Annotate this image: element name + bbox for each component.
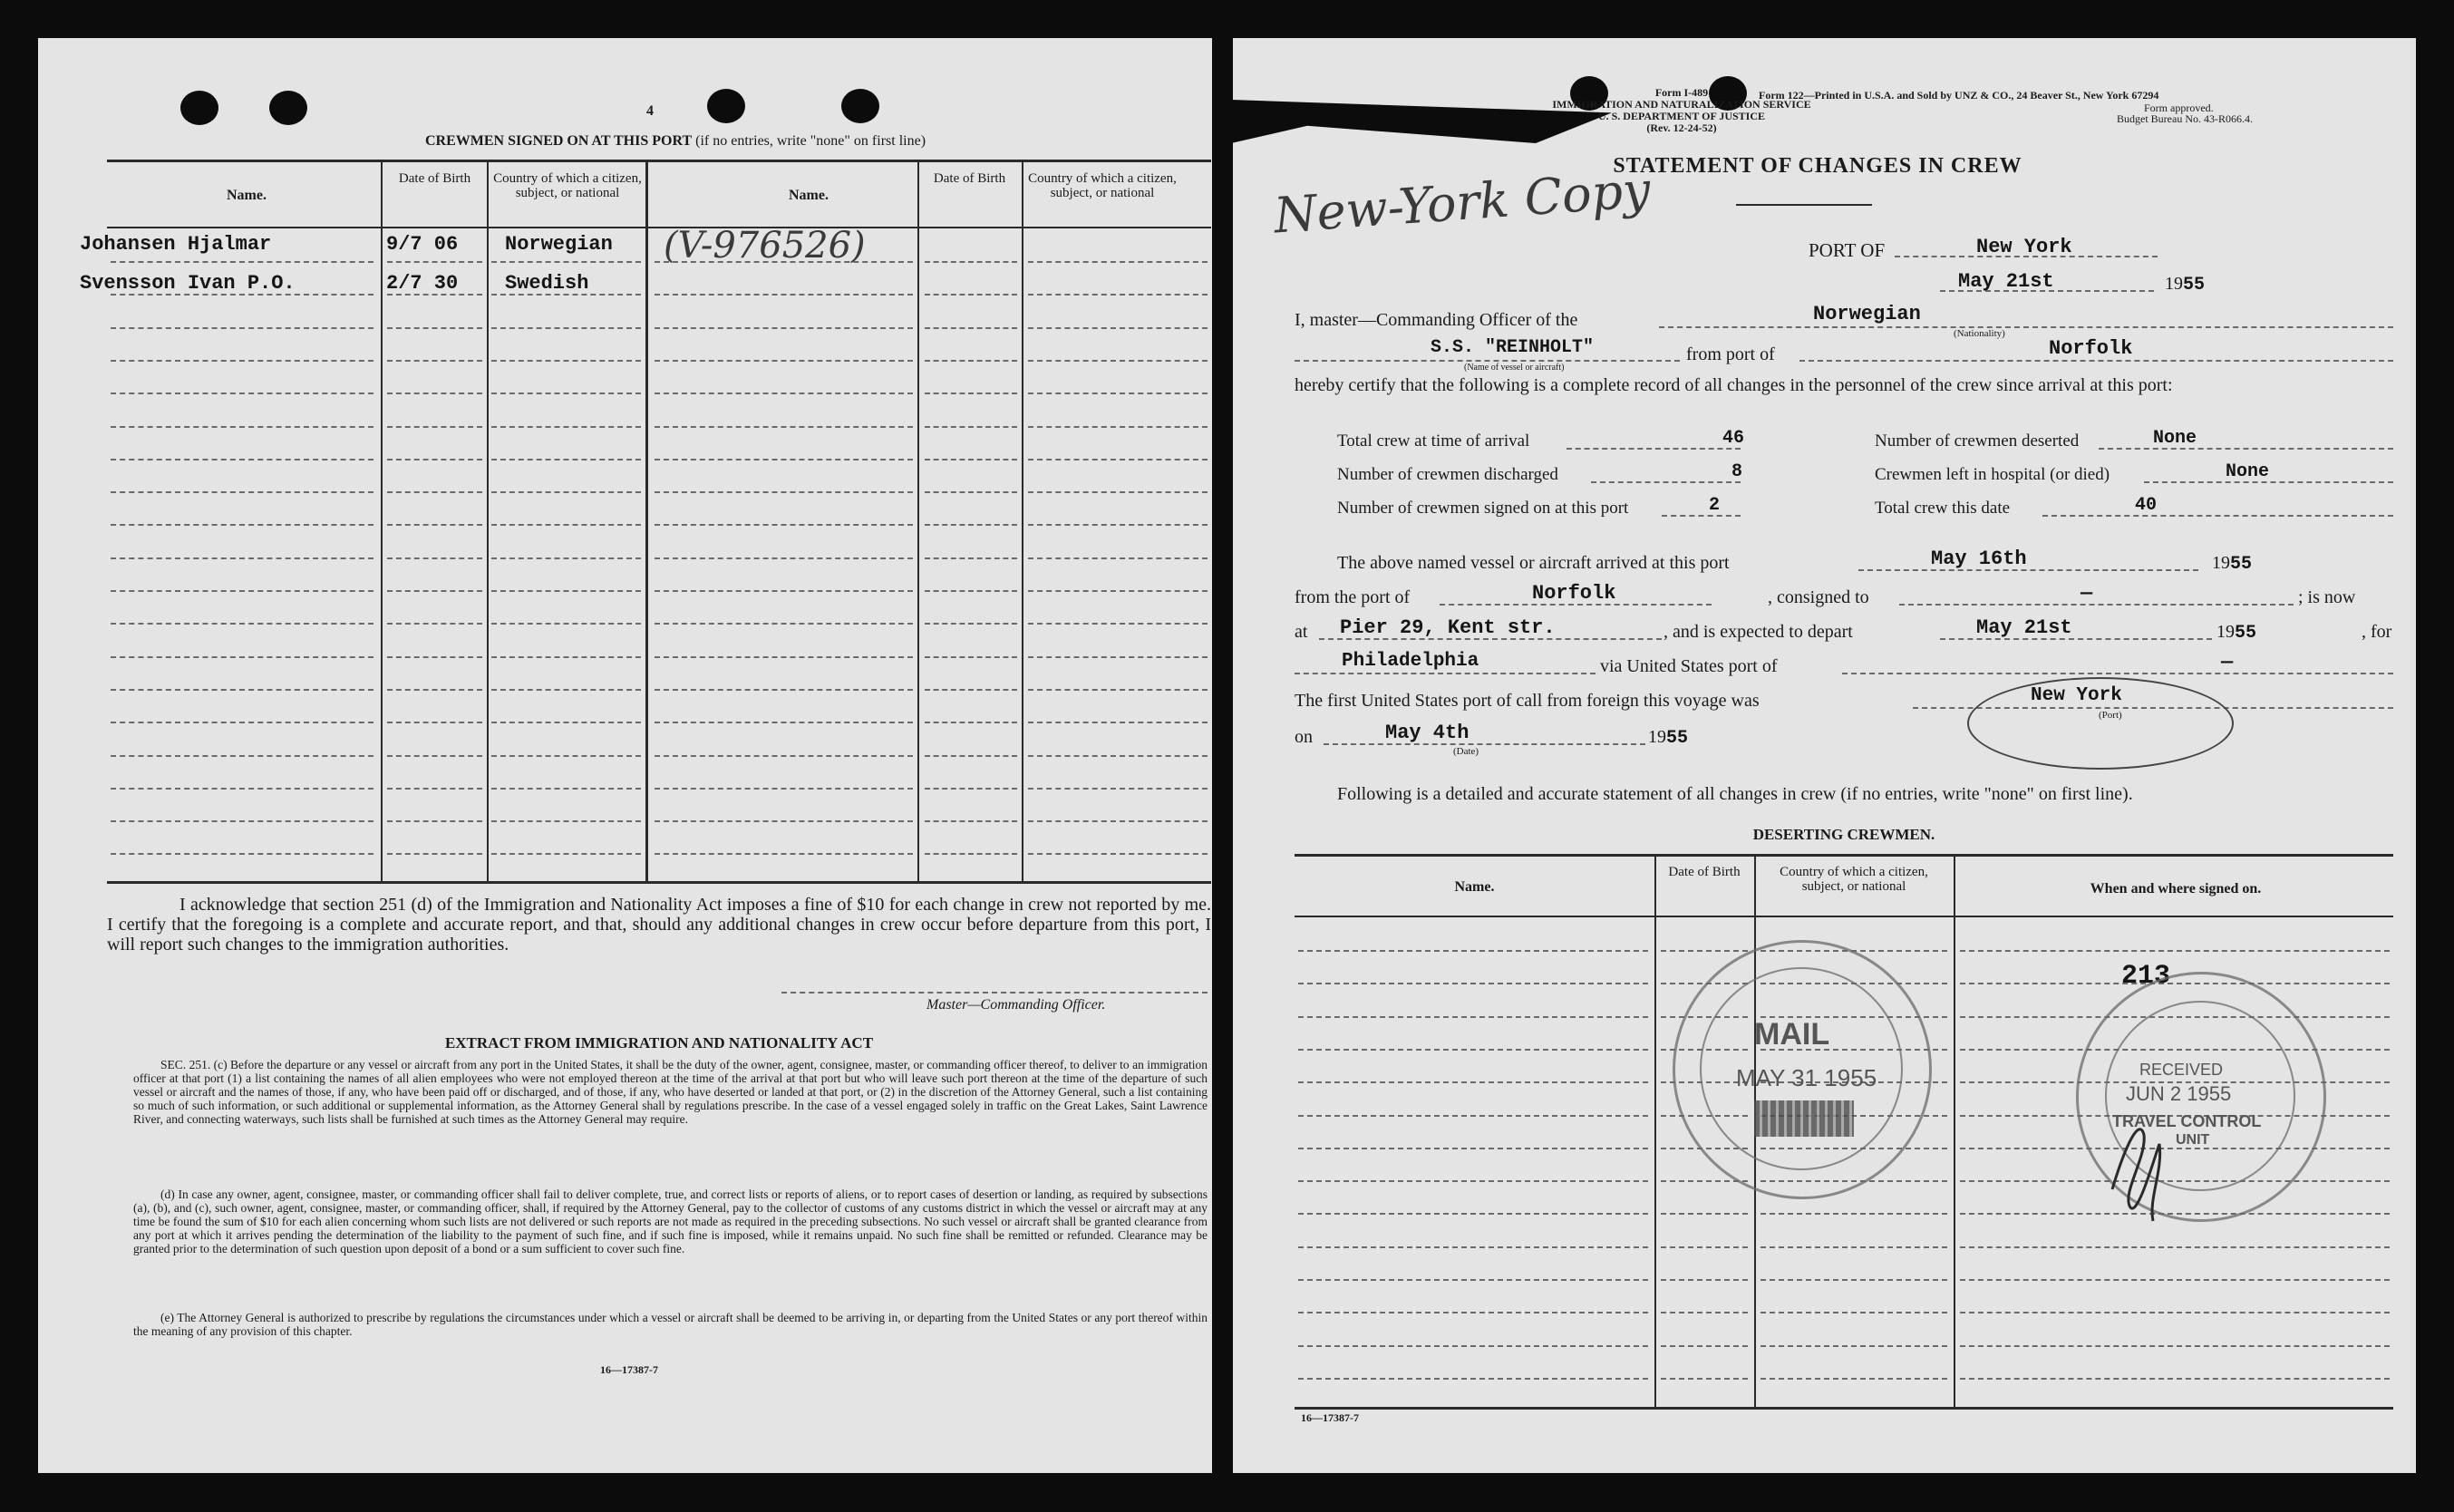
table-row-line <box>1298 1312 1648 1313</box>
extract-section-e: (e) The Attorney General is authorized to prescribe by regulations the circumstances under which a vessel or aircraft shall be deemed to be arriving in, or departing from the United States or any port thereof within the meaning of any provision of this chapter. <box>133 1311 1208 1338</box>
punch-hole <box>841 89 879 123</box>
handwritten-copy-note: New-York Copy <box>1272 160 1653 245</box>
table-row-line <box>1960 950 2390 952</box>
printer-code: 67294 <box>2131 89 2159 102</box>
table-row-line <box>925 656 1017 658</box>
table-row-line <box>1028 327 1208 329</box>
mail-stamp-smudge <box>1754 1100 1854 1137</box>
table-row-line <box>491 491 641 493</box>
table-row-line <box>1760 1378 1947 1380</box>
depart-date-value: May 21st <box>1976 616 2072 639</box>
first-port-label: The first United States port of call from foreign this voyage was <box>1295 691 1760 711</box>
form-code: 16—17387-7 <box>1301 1411 1359 1424</box>
crew-name: Svensson Ivan P.O. <box>80 272 296 295</box>
printer-line <box>1759 89 2393 102</box>
table-row-line <box>1028 623 1208 625</box>
table-row-line <box>491 590 641 592</box>
table-row-line <box>111 722 373 723</box>
table-row-line <box>925 360 1017 362</box>
table-row-line <box>655 656 913 658</box>
signed-on-line <box>1662 515 1741 517</box>
received-stamp-unit: UNIT <box>2176 1132 2210 1148</box>
agency-name: IMMIGRATION AND NATURALIZATION SERVICE <box>1552 98 1811 111</box>
table-row-line <box>1661 1378 1748 1380</box>
desert-col-name: Name. <box>1454 879 1495 895</box>
table-row-line <box>111 557 373 559</box>
table-row-line <box>387 656 482 658</box>
year-value: 55 <box>2235 623 2257 644</box>
table-row-line <box>387 524 482 526</box>
table-row-line <box>1661 1246 1748 1248</box>
table-bottom-rule <box>107 881 1211 884</box>
section-title: CREWMEN SIGNED ON AT THIS PORT <box>424 133 693 149</box>
location-value: Pier 29, Kent str. <box>1340 616 1556 639</box>
table-row-line <box>925 689 1017 691</box>
table-row-line <box>925 393 1017 394</box>
table-row-line <box>387 557 482 559</box>
col-header-dob: Date of Birth <box>398 171 471 186</box>
form-number: Form I-489 <box>1654 86 1709 99</box>
from-port-label: from port of <box>1686 344 1775 364</box>
depart-label: , and is expected to depart <box>1663 622 1853 642</box>
table-row-line <box>655 459 913 460</box>
table-row-line <box>925 623 1017 625</box>
discharged-value: 8 <box>1731 461 1743 482</box>
desert-col-country: Country of which a citizen, subject, or national <box>1780 865 1928 894</box>
table-row-line <box>111 426 373 428</box>
desert-table-header-rule <box>1295 916 2393 917</box>
table-row-line <box>387 459 482 460</box>
col-header-name: Name. <box>789 188 829 203</box>
table-row-line <box>655 557 913 559</box>
arrival-year <box>2212 553 2252 575</box>
table-row-line <box>387 788 482 790</box>
port-caption: (Port) <box>2099 710 2122 721</box>
port-value: New York <box>1976 236 2072 258</box>
table-row-line <box>1028 656 1208 658</box>
budget-bureau: Budget Bureau No. 43-R066.4. <box>2117 112 2253 125</box>
printer-text: Form 122—Printed in U.S.A. and Sold by UNZ & CO., 24 Beaver St., New York <box>1759 89 2129 102</box>
column-divider <box>487 160 489 881</box>
table-row-line <box>1298 1213 1648 1215</box>
consigned-label: , consigned to <box>1768 587 1869 607</box>
table-row-line <box>1298 1081 1648 1083</box>
table-row-line <box>1661 950 1748 952</box>
table-row-line <box>1028 294 1208 296</box>
table-row-line <box>111 491 373 493</box>
col-header-country: Country of which a citizen, subject, or national <box>493 171 642 200</box>
table-row-line <box>1760 1312 1947 1313</box>
table-row-line <box>387 590 482 592</box>
received-stamp-office: TRAVEL CONTROL <box>2112 1112 2262 1130</box>
table-row-line <box>1661 1345 1748 1347</box>
stamped-number: 213 <box>2121 961 2171 992</box>
table-row-line <box>491 853 641 855</box>
table-row-line <box>925 788 1017 790</box>
table-row-line <box>1298 950 1648 952</box>
table-row-line <box>111 755 373 757</box>
table-row-line <box>387 360 482 362</box>
hospital-label: Crewmen left in hospital (or died) <box>1875 465 2110 484</box>
arrival-date-line <box>1858 569 2198 571</box>
table-row-line <box>1298 1246 1648 1248</box>
table-row-line <box>925 426 1017 428</box>
from-port-line <box>1799 360 2393 362</box>
total-arrival-line <box>1566 448 1741 450</box>
deserted-line <box>2099 448 2393 450</box>
page-number: 4 <box>646 103 654 119</box>
col-header-country: Country of which a citizen, subject, or national <box>1028 171 1177 200</box>
column-divider <box>1022 160 1023 881</box>
table-row-line <box>925 755 1017 757</box>
from-the-port-label: from the port of <box>1295 587 1411 607</box>
depart-year <box>2216 622 2256 644</box>
table-header-rule <box>107 227 1211 228</box>
table-row-line <box>1028 557 1208 559</box>
initials-signature <box>2103 1108 2176 1226</box>
column-divider <box>645 160 648 881</box>
table-row-line <box>111 689 373 691</box>
table-row-line <box>655 294 913 296</box>
is-now-label: ; is now <box>2298 587 2356 607</box>
on-label: on <box>1295 727 1313 747</box>
table-row-line <box>1298 1049 1648 1051</box>
hospital-value: None <box>2226 461 2270 482</box>
mail-stamp-text: MAIL <box>1754 1017 1830 1052</box>
column-divider <box>1954 854 1955 1407</box>
following-text: Following is a detailed and accurate statement of all changes in crew (if no entries, write "none" on first line). <box>1337 784 2133 804</box>
table-row-line <box>111 590 373 592</box>
table-row-line <box>111 853 373 855</box>
date-caption: (Date) <box>1453 746 1479 757</box>
year-prefix: 19 <box>2216 622 2235 642</box>
table-row-line <box>925 327 1017 329</box>
consigned-line <box>1899 604 2294 606</box>
table-row-line <box>925 459 1017 460</box>
table-row-line <box>1298 1345 1648 1347</box>
arrival-text: The above named vessel or aircraft arrived at this port <box>1337 553 1730 573</box>
table-row-line <box>491 689 641 691</box>
table-row-line <box>925 590 1017 592</box>
table-row-line <box>1298 1378 1648 1380</box>
table-row-line <box>1028 459 1208 460</box>
nationality-value: Norwegian <box>1813 303 1921 325</box>
table-row-line <box>491 820 641 822</box>
table-row-line <box>1028 491 1208 493</box>
deserted-label: Number of crewmen deserted <box>1875 431 2080 451</box>
nationality-line <box>1659 326 2393 328</box>
first-year <box>1648 727 1688 749</box>
column-divider <box>381 160 383 881</box>
mail-stamp-date: MAY 31 1955 <box>1736 1064 1877 1091</box>
table-row-line <box>491 656 641 658</box>
table-row-line <box>387 820 482 822</box>
table-row-line <box>655 755 913 757</box>
from-the-port-value: Norfolk <box>1532 582 1616 605</box>
table-row-line <box>1028 853 1208 855</box>
vessel-line <box>1295 360 1680 362</box>
col-header-name: Name. <box>227 188 267 203</box>
table-row-line <box>491 261 641 263</box>
table-row-line <box>1960 1345 2390 1347</box>
punch-hole <box>180 91 218 125</box>
table-row-line <box>655 327 913 329</box>
total-arrival-label: Total crew at time of arrival <box>1337 431 1530 451</box>
table-row-line <box>1960 1279 2390 1281</box>
table-row-line <box>491 788 641 790</box>
via-value: — <box>2221 651 2234 674</box>
table-row-line <box>925 557 1017 559</box>
desert-col-where: When and where signed on. <box>2090 881 2262 897</box>
title-underline <box>1736 204 1872 206</box>
total-today-label: Total crew this date <box>1875 499 2011 518</box>
table-row-line <box>111 327 373 329</box>
extract-section-d: (d) In case any owner, agent, consignee, master, or commanding officer shall fail to deliver complete, true, and correct lists or reports of aliens, or to report cases of desertion or landing, as required by subsections (a), (b), and (c), such owner, agent, consignee, master, or commanding officer, shall, if required by the Attorney General, pay to the collector of customs of any customs district in which the vessel or aircraft may at any time be found the sum of $10 for each alien concerning whom such lists are not delivered or such reports are not made as required in the preceding subsections. No such vessel or aircraft shall be granted clearance from any port at which it arrives pending the determination of the liability to the payment of such fine, and if such fine is imposed, while it remains unpaid. No such fine shall be remitted or refunded. Clearance may be granted prior to the determination of such question upon deposit of a bond or a sum sufficient to cover such fine. <box>133 1187 1208 1255</box>
table-row-line <box>387 853 482 855</box>
table-row-line <box>491 623 641 625</box>
table-row-line <box>387 393 482 394</box>
table-row-line <box>655 393 913 394</box>
table-row-line <box>1298 983 1648 984</box>
table-row-line <box>491 360 641 362</box>
destination-value: Philadelphia <box>1342 651 1479 672</box>
table-row-line <box>925 524 1017 526</box>
first-date-line <box>1324 743 1645 745</box>
table-row-line <box>1760 1345 1947 1347</box>
section-heading <box>281 133 1070 150</box>
from-port-value: Norfolk <box>2049 337 2133 360</box>
table-row-line <box>111 524 373 526</box>
table-row-line <box>1960 1378 2390 1380</box>
table-row-line <box>491 755 641 757</box>
crew-country: Norwegian <box>505 233 613 256</box>
received-stamp-date: JUN 2 1955 <box>2126 1082 2232 1105</box>
table-row-line <box>111 393 373 394</box>
table-row-line <box>925 853 1017 855</box>
first-port-value: New York <box>2031 685 2122 706</box>
arrival-date-value: May 16th <box>1931 548 2027 570</box>
table-row-line <box>387 722 482 723</box>
table-row-line <box>1028 820 1208 822</box>
table-row-line <box>1028 393 1208 394</box>
table-row-line <box>655 491 913 493</box>
table-row-line <box>1960 1246 2390 1248</box>
table-row-line <box>1298 1016 1648 1018</box>
via-label: via United States port of <box>1600 656 1778 676</box>
table-row-line <box>111 820 373 822</box>
table-row-line <box>655 623 913 625</box>
year-value: 55 <box>2230 554 2253 575</box>
table-row-line <box>1661 1312 1748 1313</box>
deserting-title: DESERTING CREWMEN. <box>1752 826 1935 843</box>
table-row-line <box>925 261 1017 263</box>
year-prefix: 19 <box>1648 727 1666 747</box>
table-row-line <box>655 426 913 428</box>
table-row-line <box>1028 755 1208 757</box>
crew-name: Johansen Hjalmar <box>80 233 272 256</box>
table-row-line <box>1298 1279 1648 1281</box>
date-value: May 21st <box>1958 270 2054 293</box>
table-row-line <box>111 788 373 790</box>
signature-line <box>781 992 1208 993</box>
table-row-line <box>111 656 373 658</box>
circled-port-mark <box>1967 677 2234 770</box>
col-header-dob: Date of Birth <box>933 171 1006 186</box>
table-row-line <box>925 294 1017 296</box>
table-row-line <box>1760 1246 1947 1248</box>
date-year <box>2165 274 2205 296</box>
nationality-caption: (Nationality) <box>1954 328 2005 339</box>
table-row-line <box>491 557 641 559</box>
handwritten-number: (V-976526) <box>664 225 866 267</box>
crew-dob: 2/7 30 <box>386 272 459 295</box>
first-date-value: May 4th <box>1385 722 1469 744</box>
table-row-line <box>655 524 913 526</box>
table-row-line <box>925 820 1017 822</box>
vessel-caption: (Name of vessel or aircraft) <box>1464 363 1565 373</box>
table-row-line <box>491 459 641 460</box>
table-row-line <box>655 788 913 790</box>
table-row-line <box>491 524 641 526</box>
table-row-line <box>1028 590 1208 592</box>
for-label: , for <box>2362 622 2392 642</box>
received-stamp-text: RECEIVED <box>2139 1061 2224 1079</box>
via-line <box>1842 673 2393 674</box>
revision-date: (Rev. 12-24-52) <box>1646 121 1717 134</box>
extract-section-c: SEC. 251. (c) Before the departure or any vessel or aircraft from any port in the United States, it shall be the duty of the owner, agent, consignee, master, or commanding officer thereof, to deliver to an immigration officer at that port (1) a list containing the names of all alien employees who were not employed thereon at the time of the arrival at that port but who will leave such port thereon at the time of the departure of such vessel or aircraft and the names of those, if any, who have been paid off or discharged, and of those, if any, who have deserted or landed at that port, or (2) in the discretion of the Attorney General, such a list containing so much of such information, or such additional or supplemental information, as the Attorney General shall by regulations prescribe. In the case of a vessel engaged solely in traffic on the Great Lakes, Saint Lawrence River, and connecting waterways, such lists shall be furnished at such times as the Attorney General may require. <box>133 1058 1208 1126</box>
table-row-line <box>925 722 1017 723</box>
table-row-line <box>387 426 482 428</box>
table-row-line <box>491 327 641 329</box>
table-row-line <box>111 459 373 460</box>
table-row-line <box>655 722 913 723</box>
table-row-line <box>491 426 641 428</box>
column-divider <box>1654 854 1656 1407</box>
table-row-line <box>387 327 482 329</box>
consigned-value: — <box>2081 582 2093 605</box>
desert-col-dob: Date of Birth <box>1668 865 1741 879</box>
port-label: PORT OF <box>1809 239 1886 261</box>
table-row-line <box>1760 1279 1947 1281</box>
table-row-line <box>491 393 641 394</box>
form-title: STATEMENT OF CHANGES IN CREW <box>1613 154 2022 178</box>
punch-hole <box>269 91 307 125</box>
punch-hole <box>707 89 745 123</box>
left-page <box>38 38 1212 1473</box>
table-row-line <box>1960 1312 2390 1313</box>
year-value: 55 <box>1666 728 1689 749</box>
table-row-line <box>1298 1115 1648 1117</box>
table-row-line <box>655 590 913 592</box>
master-text: I, master—Commanding Officer of the <box>1295 310 1578 330</box>
year-value: 55 <box>2183 275 2206 296</box>
extract-title: EXTRACT FROM IMMIGRATION AND NATIONALITY ACT <box>444 1034 874 1052</box>
destination-line <box>1295 673 1596 674</box>
table-row-line <box>387 491 482 493</box>
table-row-line <box>1028 524 1208 526</box>
total-today-line <box>2042 515 2393 517</box>
table-row-line <box>1028 360 1208 362</box>
table-row-line <box>1028 722 1208 723</box>
table-row-line <box>925 491 1017 493</box>
desert-table-top-rule <box>1295 854 2393 857</box>
table-top-rule <box>107 160 1211 162</box>
crew-dob: 9/7 06 <box>386 233 459 256</box>
column-divider <box>917 160 919 881</box>
table-row-line <box>1028 689 1208 691</box>
discharged-line <box>1591 481 1741 483</box>
total-today-value: 40 <box>2135 495 2158 516</box>
table-row-line <box>1298 1180 1648 1182</box>
deserted-value: None <box>2153 428 2197 449</box>
table-row-line <box>655 689 913 691</box>
department-name: U. S. DEPARTMENT OF JUSTICE <box>1597 110 1766 122</box>
table-row-line <box>491 722 641 723</box>
table-row-line <box>387 623 482 625</box>
table-row-line <box>655 360 913 362</box>
table-row-line <box>1028 426 1208 428</box>
table-row-line <box>1661 1213 1748 1215</box>
total-arrival-value: 46 <box>1722 428 1745 449</box>
vessel-value: S.S. "REINHOLT" <box>1431 337 1595 358</box>
table-row-line <box>1661 1279 1748 1281</box>
table-row-line <box>111 623 373 625</box>
year-prefix: 19 <box>2165 274 2183 294</box>
table-row-line <box>655 820 913 822</box>
table-row-line <box>111 360 373 362</box>
table-row-line <box>111 261 373 263</box>
certify-text: hereby certify that the following is a complete record of all changes in the personnel of the crew since arrival at this port: <box>1295 375 2173 395</box>
signed-on-label: Number of crewmen signed on at this port <box>1337 499 1629 518</box>
signed-on-value: 2 <box>1709 495 1721 516</box>
section-note: (if no entries, write "none" on first line) <box>695 133 926 149</box>
table-row-line <box>1028 261 1208 263</box>
form-code: 16—17387-7 <box>600 1363 658 1376</box>
signature-label: Master—Commanding Officer. <box>926 997 1106 1013</box>
table-row-line <box>655 853 913 855</box>
table-row-line <box>387 261 482 263</box>
discharged-label: Number of crewmen discharged <box>1337 465 1558 484</box>
crew-country: Swedish <box>505 272 589 295</box>
table-row-line <box>387 755 482 757</box>
right-page <box>1233 38 2416 1473</box>
table-row-line <box>1760 1213 1947 1215</box>
table-row-line <box>1298 1148 1648 1149</box>
table-row-line <box>387 689 482 691</box>
form-approved: Form approved. <box>2144 102 2214 114</box>
acknowledgement: I acknowledge that section 251 (d) of the Immigration and Nationality Act imposes a fine of $10 for each change in crew not reported by me. I certify that the foregoing is a complete and accurate report, and that, should any additional changes in crew occur before departure from this port, I will report such changes to the immigration authorities. <box>107 895 1211 955</box>
year-prefix: 19 <box>2212 553 2230 573</box>
at-label: at <box>1295 622 1308 642</box>
desert-table-bottom-rule <box>1295 1407 2393 1410</box>
table-row-line <box>1028 788 1208 790</box>
